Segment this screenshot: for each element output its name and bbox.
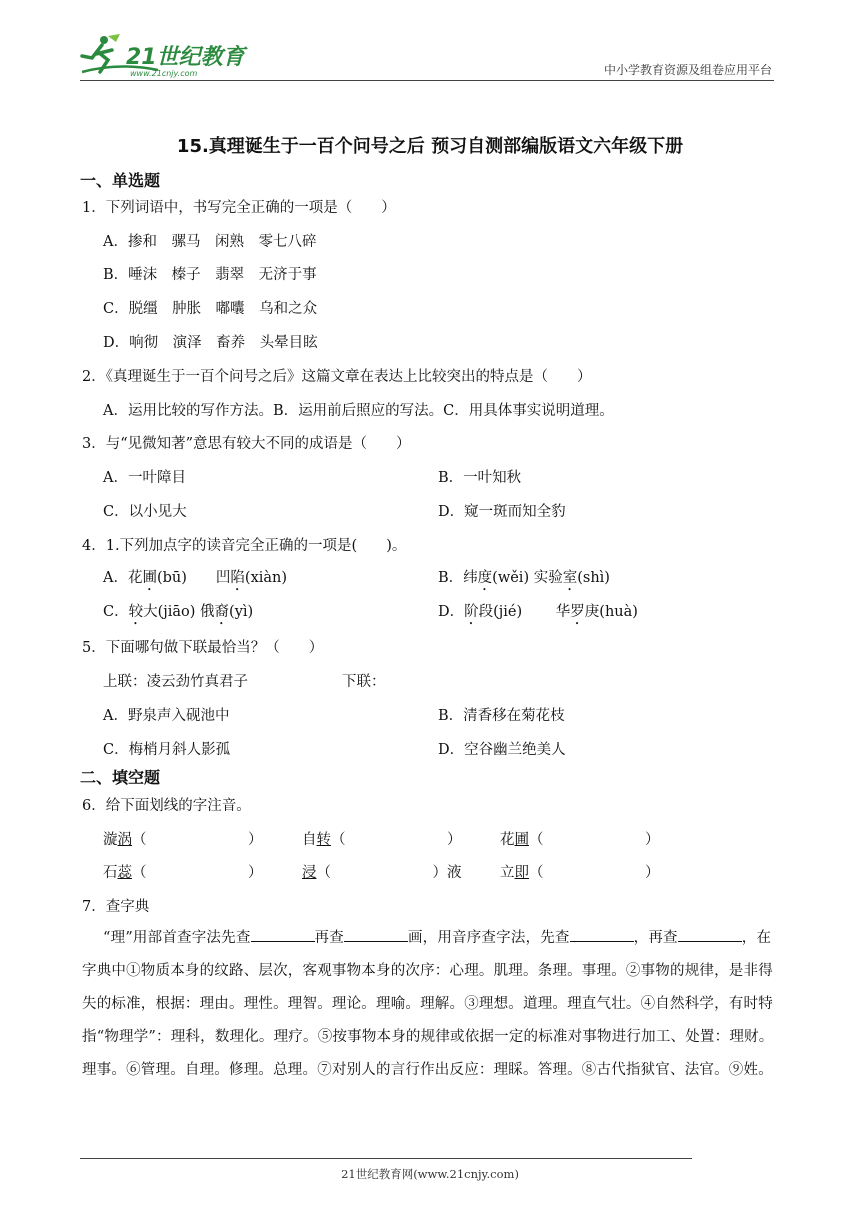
question-2-options: A．运用比较的写作方法。B．运用前后照应的写法。C．用具体事实说明道理。 bbox=[103, 403, 614, 419]
paragraph-text: ，再查 bbox=[633, 930, 678, 946]
option-text: (shì) bbox=[577, 570, 610, 586]
question-6-stem: 6．给下面划线的字注音。 bbox=[82, 798, 251, 814]
option-text: B．纬 bbox=[438, 570, 478, 586]
dotted-char: 室 bbox=[562, 570, 578, 586]
pinyin-item bbox=[302, 861, 462, 882]
answer-blank[interactable]: （ ）液 bbox=[316, 865, 462, 881]
question-4-option-c bbox=[103, 600, 253, 628]
option-text: (bū) 凹 bbox=[156, 570, 231, 586]
answer-blank[interactable]: （ ） bbox=[132, 865, 263, 881]
option-text: C． bbox=[103, 604, 129, 620]
question-5-lower-couplet: 下联： bbox=[342, 674, 386, 690]
answer-blank[interactable] bbox=[570, 927, 634, 942]
pinyin-item bbox=[302, 828, 462, 849]
question-5-option-b: B．清香移在菊花枝 bbox=[438, 708, 565, 724]
paragraph-text: 画，用音序查字法，先查 bbox=[407, 930, 570, 946]
option-text: 大(jiāo) 俄 bbox=[143, 604, 215, 620]
svg-text:21世纪教育: 21世纪教育 bbox=[126, 45, 245, 70]
answer-blank[interactable] bbox=[251, 927, 315, 942]
section-heading-fill: 二、填空题 bbox=[80, 768, 161, 787]
underlined-char: 浸 bbox=[302, 865, 317, 881]
question-1-option-d: D．响彻 演泽 畜养 头晕目眩 bbox=[103, 335, 318, 351]
answer-blank[interactable] bbox=[344, 927, 408, 942]
footer-divider bbox=[80, 1158, 692, 1159]
question-3-option-d: D．窥一斑而知全豹 bbox=[438, 504, 566, 520]
dotted-char: 阶 bbox=[464, 604, 479, 620]
item-text: 立 bbox=[500, 865, 515, 881]
dotted-char: 陷 bbox=[230, 570, 245, 586]
underlined-char: 即 bbox=[514, 865, 529, 881]
paragraph-text: ，在字典中①物质本身的纹路、层次，客观事物本身的次序：心理。肌理。条理。事理。②事物的规律，是非得失的标准，根据：理由。理性。理智。理论。理喻。理解。③理想。道理。理直气壮。④自然科学，有时特指“物理学”：理科，数理化。理疗。⑤按事物本身的规律或依据一定的标准对事物进行加工、处置：理财。理事。⑥管理。自理。修理。总理。⑦对别人的言行作出反应：理睬。答理。⑧古代指狱官、法官。⑨姓。 bbox=[82, 930, 774, 1078]
pinyin-item bbox=[103, 861, 263, 882]
footer-text: 21世纪教育网(www.21cnjy.com) bbox=[341, 1167, 519, 1181]
runner-logo-icon bbox=[78, 32, 248, 80]
underlined-char: 涡 bbox=[117, 832, 132, 848]
section-heading-choice: 一、单选题 bbox=[80, 171, 161, 190]
header-divider bbox=[80, 80, 774, 81]
option-text: A．花 bbox=[103, 570, 143, 586]
question-4-option-d bbox=[438, 600, 638, 628]
dotted-char: 圃 bbox=[142, 570, 157, 586]
question-3-option-b: B．一叶知秋 bbox=[438, 470, 522, 486]
question-5-upper-couplet: 上联：凌云劲竹真君子 bbox=[103, 674, 248, 690]
question-7-stem: 7．查字典 bbox=[82, 899, 150, 915]
question-1-option-c: C．脱缰 肿胀 嘟囔 乌和之众 bbox=[103, 301, 318, 317]
item-text: 花 bbox=[500, 832, 515, 848]
option-text: (yì) bbox=[229, 604, 254, 620]
dotted-char: 裔 bbox=[214, 604, 230, 620]
underlined-char: 圃 bbox=[514, 832, 529, 848]
answer-blank[interactable]: （ ） bbox=[331, 832, 462, 848]
question-2-stem: 2．《真理诞生于一百个问号之后》这篇文章在表达上比较突出的特点是（ ） bbox=[82, 369, 592, 385]
question-3-option-a: A．一叶障目 bbox=[103, 470, 186, 486]
platform-tagline: 中小学教育资源及组卷应用平台 bbox=[603, 63, 772, 77]
dotted-char: 较 bbox=[128, 604, 144, 620]
answer-blank[interactable]: （ ） bbox=[529, 832, 660, 848]
answer-blank[interactable] bbox=[678, 927, 742, 942]
option-text: D． bbox=[438, 604, 465, 620]
site-logo bbox=[78, 32, 248, 80]
item-text: 漩 bbox=[103, 832, 118, 848]
option-text: 段(jié) 华 bbox=[478, 604, 571, 620]
question-5-option-d: D．空谷幽兰绝美人 bbox=[438, 742, 566, 758]
item-text: 石 bbox=[103, 865, 118, 881]
pinyin-item bbox=[500, 828, 660, 849]
paragraph-text: 再查 bbox=[314, 930, 344, 946]
question-1-option-b: B．唾沫 榛子 翡翠 无济于事 bbox=[103, 267, 317, 283]
dotted-char: 度 bbox=[477, 570, 493, 586]
option-text: (wěi) 实验 bbox=[492, 570, 563, 586]
question-4-option-b bbox=[438, 566, 610, 594]
item-text: 自 bbox=[302, 832, 317, 848]
underlined-char: 转 bbox=[316, 832, 331, 848]
paragraph-text: “理”用部首查字法先查 bbox=[103, 930, 251, 946]
question-4-stem: 4．1.下列加点字的读音完全正确的一项是( )。 bbox=[82, 538, 407, 554]
underlined-char: 蕊 bbox=[117, 865, 132, 881]
answer-blank[interactable]: （ ） bbox=[529, 865, 660, 881]
question-7-paragraph bbox=[82, 922, 782, 1087]
answer-blank[interactable]: （ ） bbox=[132, 832, 263, 848]
document-title: 15.真理诞生于一百个问号之后 预习自测部编版语文六年级下册 bbox=[176, 136, 684, 157]
question-3-option-c: C．以小见大 bbox=[103, 504, 187, 520]
question-3-stem: 3．与“见微知著”意思有较大不同的成语是（ ） bbox=[82, 436, 411, 452]
question-5-stem: 5．下面哪句做下联最恰当？（ ） bbox=[82, 640, 324, 656]
option-text: (xiàn) bbox=[244, 570, 288, 586]
question-1-stem: 1．下列词语中，书写完全正确的一项是（ ） bbox=[82, 200, 396, 216]
pinyin-item bbox=[103, 828, 263, 849]
question-4-option-a bbox=[103, 566, 287, 594]
svg-text:www.21cnjy.com: www.21cnjy.com bbox=[130, 69, 198, 78]
option-text: 庚(huà) bbox=[584, 604, 638, 620]
question-5-option-a: A．野泉声入砚池中 bbox=[103, 708, 230, 724]
question-1-option-a: A．掺和 骡马 闲熟 零七八碎 bbox=[103, 234, 317, 250]
question-5-option-c: C．梅梢月斜人影孤 bbox=[103, 742, 231, 758]
pinyin-item bbox=[500, 861, 660, 882]
dotted-char: 罗 bbox=[570, 604, 585, 620]
